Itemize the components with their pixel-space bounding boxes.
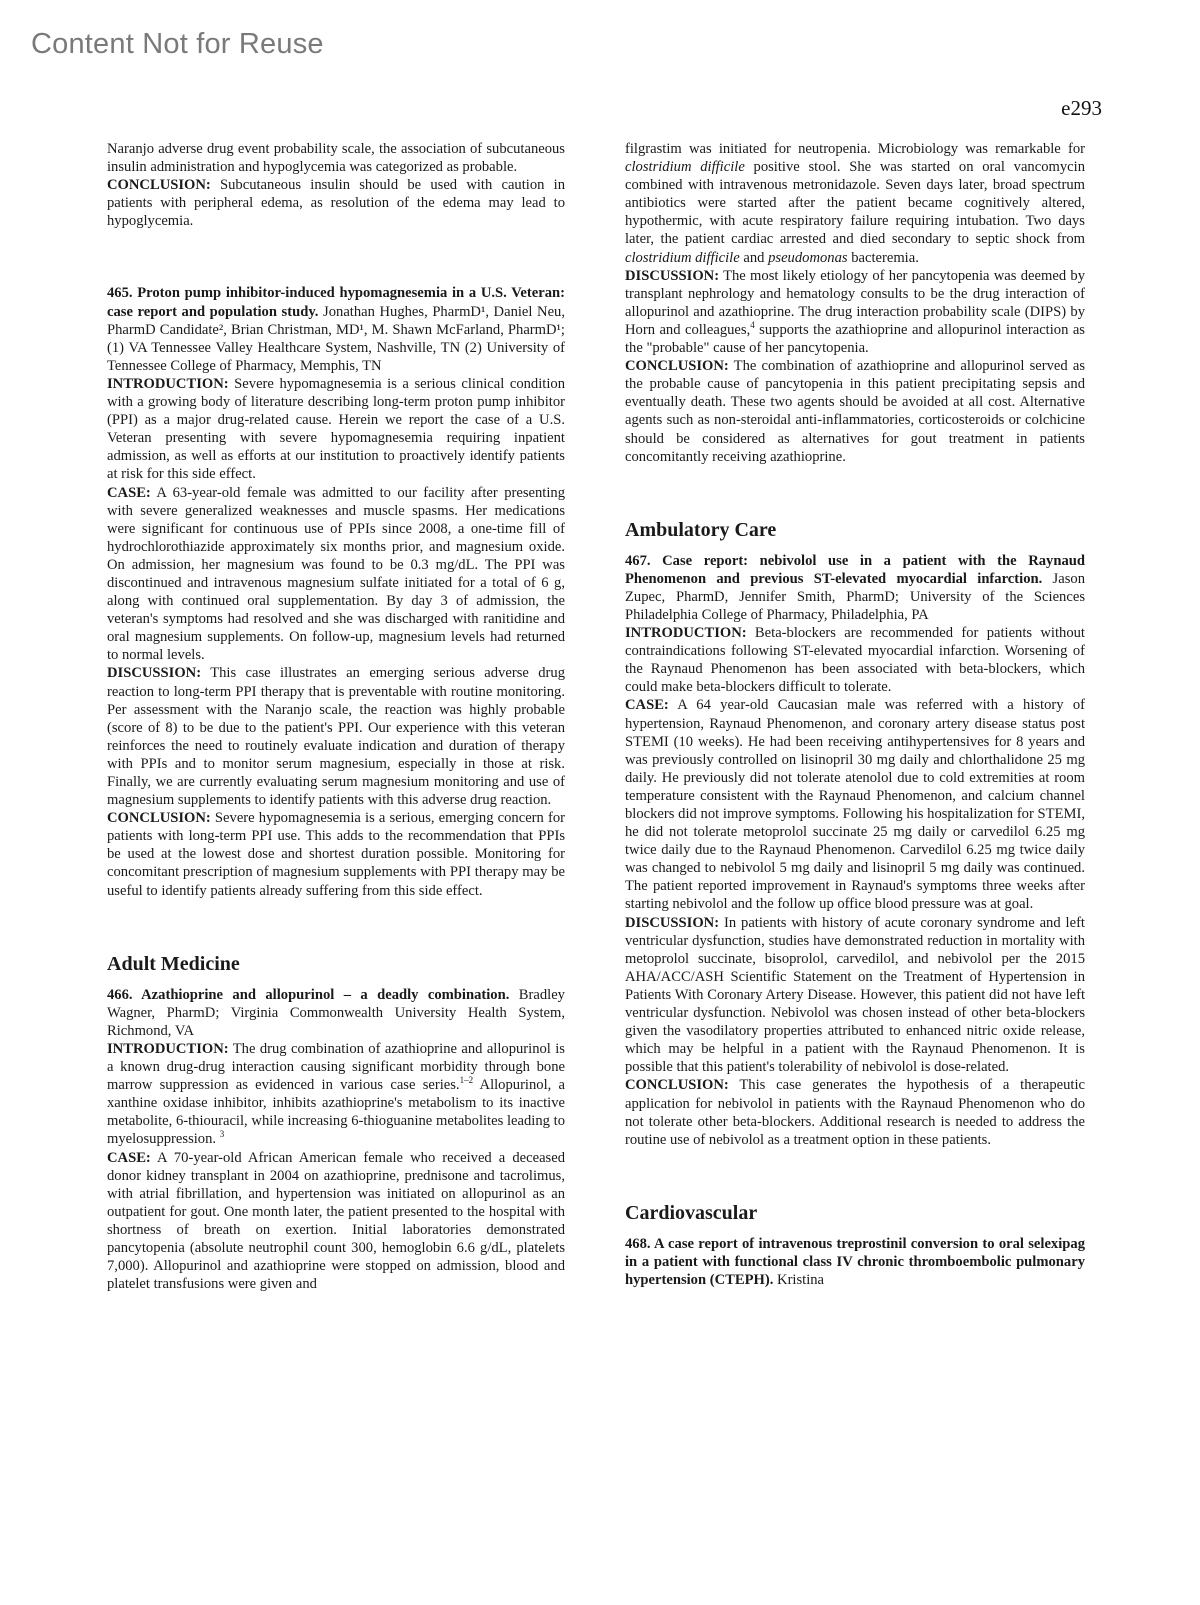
right-column [625,140,1085,1289]
introduction [625,624,1085,696]
abstract-authors: Jason Zupec, PharmD, Jennifer Smith, PharmD; University of the Sciences Philadelphia College of Pharmacy, Philadelphia, PA [625,570,1085,623]
case-text: A 70-year-old African American female who received a deceased donor kidney transplant in 2004 on azathioprine, prednisone and tacrolimus, with atrial fibrillation, and hypertension was initiated on allopurinol as an outpatient for gout. One month later, the patient presented to the hospital with shortness of breath on exertion. Initial laboratories demonstrated pancytopenia (absolute neutrophil count 300, hemoglobin 6.6 g/dL, platelets 7,000). Allopurinol and azathioprine were stopped on admission, blood and platelet transfusions were given and [107,1149,565,1293]
case-label: CASE: [107,1149,151,1166]
discussion-text: This case illustrates an emerging serious adverse drug reaction to long-term PPI therapy that is preventable with routine monitoring. Per assessment with the Naranjo scale, the reaction was highly probable (score of 8) to be due to the patient's PPI. Our experience with this veteran reinforces the need to routinely evaluate indication and duration of therapy with PPIs and to monitor serum magnesium, especially in those at risk. Finally, we are currently evaluating serum magnesium monitoring and use of magnesium supplements to identify patients with this adverse drug reaction. [107,665,565,809]
text: positive stool. She was started on oral vancomycin combined with intravenous metronidazole. Seven days later, broad spectrum antibiotics were started after the patient became cognitively altered, hypothermic, with acute respiratory failure requiring intubation. Two days later, the patient cardiac arrested and died secondary to septic shock from [625,159,1085,248]
introduction-label: INTRODUCTION: [625,625,747,642]
section-heading-cardiovascular: Cardiovascular [625,1201,758,1224]
abstract-title: 466. Azathioprine and allopurinol – a deadly combination. [107,986,510,1003]
conclusion [107,809,565,899]
page-number: e293 [1061,96,1102,120]
abstract-authors: Kristina [773,1271,825,1288]
introduction [107,375,565,484]
introduction-text: Severe hypomagnesemia is a serious clinical condition with a growing body of literature describing long-term proton pump inhibitor (PPI) as a major drug-related cause. Herein we report the case of a U.S. Veteran presenting with severe hypomagnesemia requiring inpatient admission, as well as efforts at our institution to proactively identify patients at risk for this side effect. [107,375,565,483]
continued-conclusion [107,176,565,230]
case [107,1149,565,1294]
case-text: A 64 year-old Caucasian male was referred with a history of hypertension, Raynaud Phenomenon, and coronary artery disease status post STEMI (10 weeks). He had been receiving antihypertensives for 8 years and was previously controlled on lisinopril 30 mg daily and chlorthalidone 25 mg daily. He previously did not tolerate atenolol due to cold extremities at room temperature consistent with the Raynaud Phenomenon, and calcium channel blockers did not improve symptoms. Following his hospitalization for STEMI, he did not tolerate metoprolol succinate 25 mg daily or carvedilol 6.25 mg twice daily due to the Raynaud Phenomenon. Carvedilol 6.25 mg twice daily was changed to nebivolol 5 mg daily and lisinopril 5 mg daily was continued. The patient reported improvement in Raynaud's symptoms three weeks after starting nebivolol and the follow up office blood pressure was at goal. [625,697,1085,913]
introduction-text: Beta-blockers are recommended for patients without contraindications following ST-elevated myocardial infarction. Worsening of the Raynaud Phenomenon has been associated with beta-blockers, which could make beta-blockers difficult to tolerate. [625,625,1085,696]
abstract-465 [107,284,565,899]
section-heading-adult-medicine: Adult Medicine [107,952,240,975]
abstract-468 [625,1235,1085,1289]
conclusion-label: CONCLUSION: [107,810,211,827]
abstract-title: 465. Proton pump inhibitor-induced hypomagnesemia in a U.S. Veteran: case report and population study. [107,285,565,320]
abstract-467 [625,552,1085,1149]
organism-name: clostridium difficile [625,159,745,176]
watermark: Content Not for Reuse [31,28,324,60]
introduction-label: INTRODUCTION: [107,375,229,392]
discussion-label: DISCUSSION: [107,665,202,682]
case [625,696,1085,913]
conclusion-text: The combination of azathioprine and allopurinol served as the probable cause of pancytopenia in this patient precipitating sepsis and eventually death. These two agents should be avoided at all cost. Alternative agents such as non-steroidal anti-inflammatories, corticosteroids or colchicine should be considered as alternatives for gout treatment in patients concomitantly receiving azathioprine. [625,358,1085,465]
conclusion-label: CONCLUSION: [625,358,729,375]
conclusion-label: CONCLUSION: [107,177,211,194]
reference-superscript: 1–2 [459,1075,474,1086]
conclusion [625,1076,1085,1148]
introduction [107,1040,565,1149]
case-label: CASE: [107,484,151,501]
discussion-label: DISCUSSION: [625,267,720,284]
abstract-title: 468. A case report of intravenous treprostinil conversion to oral selexipag in a patient with functional class IV chronic thromboembolic pulmonary hypertension (CTEPH). [625,1235,1085,1288]
conclusion-text: This case generates the hypothesis of a therapeutic application for nebivolol in patients with the Raynaud Phenomenon who do not tolerate other beta-blockers. Additional research is needed to address the routine use of nebivolol as a treatment option in these patients. [625,1077,1085,1148]
abstract-header [625,1235,1085,1289]
introduction-label: INTRODUCTION: [107,1040,229,1057]
discussion-text-a: The most likely etiology of her pancytopenia was deemed by transplant nephrology and hematology consults to be the drug interaction of allopurinol and azathioprine. The drug interaction probability scale (DIPS) by Horn and colleagues, [625,267,1085,338]
case-label: CASE: [625,697,669,714]
conclusion-text: Severe hypomagnesemia is a serious, emerging concern for patients with long-term PPI use. This adds to the recommendation that PPIs be used at the lowest dose and shortest duration possible. Monitoring for concomitant prescription of magnesium supplements with PPI therapy may be useful to identify patients already suffering from this side effect. [107,810,565,899]
conclusion [625,357,1085,466]
continued-case [625,140,1085,267]
discussion [107,664,565,809]
abstract-header [107,284,565,374]
introduction-text-a: The drug combination of azathioprine and allopurinol is a known drug-drug interaction causing significant morbidity through bone marrow suppression as evidenced in various case series. [107,1040,565,1094]
reference-superscript: 4 [750,320,755,331]
abstract-authors: Bradley Wagner, PharmD; Virginia Commonwealth University Health System, Richmond, VA [107,986,565,1039]
case-text: A 63-year-old female was admitted to our facility after presenting with severe generalized weaknesses and muscle spasms. Her medications were significant for continuous use of PPIs since 2008, a one-time fill of hydrochlorothiazide approximately six months prior, and magnesium oxide. On admission, her magnesium was found to be 0.3 mg/dL. The PPI was discontinued and intravenous magnesium sulfate initiated for a total of 6 g, along with continued oral supplementation. By day 3 of admission, the veteran's symptoms had resolved and she was discharged with ranitidine and oral magnesium supplements. On follow-up, magnesium levels had returned to normal levels. [107,484,565,664]
discussion-label: DISCUSSION: [625,914,720,931]
discussion-text: In patients with history of acute coronary syndrome and left ventricular dysfunction, studies have demonstrated reduction in mortality with metoprolol succinate, bisoprolol, carvedilol, and nebivolol per the 2015 AHA/ACC/ASH Scientific Statement on the Treatment of Hypertension in Patients With Coronary Artery Disease. However, this patient did not have left ventricular dysfunction. Nebivolol was chosen instead of other beta-blockers given the vasodilatory properties attributed to enhanced nitric oxide release, which may be helpful in a patient with the Raynaud Phenomenon. It is possible that this patient's tolerability of nebivolol is dose-related. [625,914,1085,1076]
conclusion-text: Subcutaneous insulin should be used with caution in patients with peripheral edema, as resolution of the edema may lead to hypoglycemia. [107,177,565,230]
text: filgrastim was initiated for neutropenia. Microbiology was remarkable for [625,141,1085,157]
introduction-text-b: Allopurinol, a xanthine oxidase inhibitor, inhibits azathioprine's metabolism to its inactive metabolite, 6-thiouracil, while increasing 6-thioguanine metabolites leading to myelosuppression. [107,1077,565,1148]
discussion [625,914,1085,1077]
discussion [625,267,1085,357]
conclusion-label: CONCLUSION: [625,1077,729,1094]
reference-superscript: 3 [219,1129,225,1140]
abstract-header [107,986,565,1040]
organism-name: pseudomonas [768,249,848,266]
organism-name: clostridium difficile [625,249,740,266]
discussion-text-b: supports the azathioprine and allopurinol interaction as the "probable" cause of her pancytopenia. [625,321,1085,357]
abstract-466 [107,986,565,1294]
abstract-header [625,552,1085,624]
abstract-authors: Jonathan Hughes, PharmD¹, Daniel Neu, PharmD Candidate², Brian Christman, MD¹, M. Shawn McFarland, PharmD¹; (1) VA Tennessee Valley Healthcare System, Nashville, TN (2) University of Tennessee College of Pharmacy, Memphis, TN [107,303,566,374]
continued-paragraph: Naranjo adverse drug event probability scale, the association of subcutaneous insulin administration and hypoglycemia was categorized as probable. [107,141,565,176]
text: bacteremia. [847,249,919,266]
text: and [739,249,769,266]
abstract-title: 467. Case report: nebivolol use in a patient with the Raynaud Phenomenon and previous ST-elevated myocardial infarction. [625,552,1085,587]
section-heading-ambulatory-care: Ambulatory Care [625,518,777,541]
case [107,484,565,665]
left-column [107,140,565,1293]
